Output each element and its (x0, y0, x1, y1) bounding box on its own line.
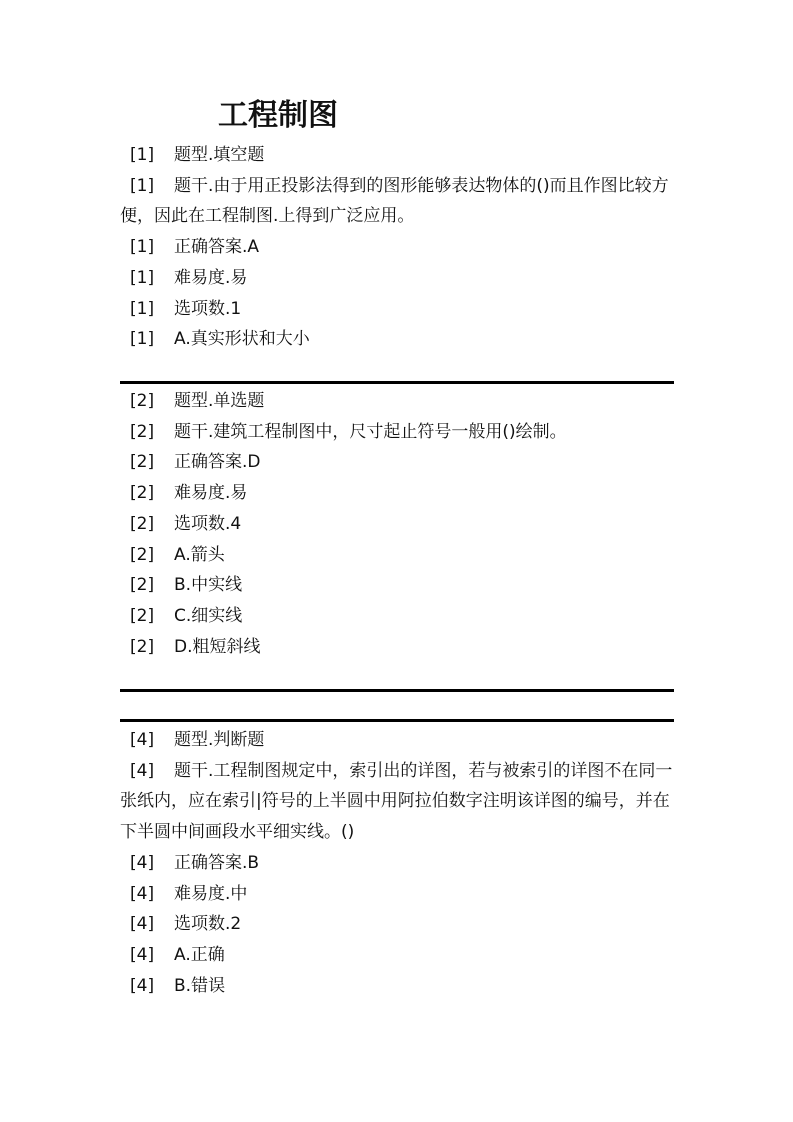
field-text: 选项数.4 (174, 513, 242, 534)
question-1 (120, 140, 675, 355)
question-field (120, 601, 675, 632)
question-number: [4] (130, 975, 155, 996)
question-field (120, 140, 675, 171)
question-field (120, 725, 675, 756)
field-text: 选项数.1 (174, 298, 242, 319)
question-number: [1] (130, 145, 155, 165)
field-text: 选项数.2 (174, 914, 242, 935)
question-field (120, 478, 675, 509)
divider-line (120, 719, 674, 722)
divider-line (120, 689, 674, 692)
field-text: 题型.判断题 (174, 730, 265, 750)
field-text: 题干.由于用正投影法得到的图形能够表达物体的()而且作图比较方便，因此在工程制图.上得到广泛应用。 (120, 175, 669, 227)
question-number: [2] (130, 391, 155, 411)
question-number: [1] (130, 267, 155, 288)
field-text: 难易度.中 (174, 883, 248, 904)
question-field (120, 509, 675, 540)
field-text: A.真实形状和大小 (174, 329, 310, 350)
document-title: 工程制图 (218, 98, 338, 133)
field-text: A.正确 (174, 944, 225, 965)
field-text: 题型.填空题 (174, 145, 265, 165)
field-text: 题干.建筑工程制图中，尺寸起止符号一般用()绘制。 (174, 421, 567, 442)
field-text: 题干.工程制图规定中，索引出的详图，若与被索引的详图不在同一张纸内，应在索引|符号的上半圆中用阿拉伯数字注明该详图的编号，并在下半圆中间画段水平细实线。() (120, 760, 673, 843)
question-field (120, 879, 675, 910)
field-text: A.箭头 (174, 544, 225, 565)
field-text: 正确答案.D (174, 452, 261, 473)
question-number: [1] (130, 237, 155, 258)
question-number: [2] (130, 421, 155, 442)
question-number: [2] (130, 636, 155, 657)
field-text: 难易度.易 (174, 483, 248, 504)
question-field (120, 848, 675, 879)
question-number: [4] (130, 730, 155, 750)
question-field (120, 971, 675, 1002)
question-field (120, 324, 675, 355)
question-field (120, 417, 675, 448)
question-number: [1] (130, 329, 155, 350)
question-number: [2] (130, 452, 155, 473)
question-number: [4] (130, 760, 155, 781)
question-number: [2] (130, 544, 155, 565)
question-number: [2] (130, 575, 155, 596)
question-field (120, 756, 675, 848)
question-number: [4] (130, 852, 155, 873)
question-number: [1] (130, 298, 155, 319)
field-text: 正确答案.B (174, 852, 260, 873)
question-number: [4] (130, 914, 155, 935)
question-field (120, 940, 675, 971)
question-field (120, 232, 675, 263)
field-text: D.粗短斜线 (174, 636, 261, 657)
question-number: [2] (130, 513, 155, 534)
field-text: 正确答案.A (174, 237, 260, 258)
question-field (120, 632, 675, 663)
question-field (120, 294, 675, 325)
question-field (120, 447, 675, 478)
question-number: [4] (130, 944, 155, 965)
field-text: 题型.单选题 (174, 391, 265, 411)
field-text: C.细实线 (174, 605, 243, 626)
question-number: [2] (130, 483, 155, 504)
field-text: B.中实线 (174, 575, 243, 596)
question-2 (120, 386, 675, 662)
question-field (120, 386, 675, 417)
question-field (120, 570, 675, 601)
field-text: 难易度.易 (174, 267, 248, 288)
question-field (120, 263, 675, 294)
question-number: [1] (130, 175, 155, 196)
question-field (120, 909, 675, 940)
field-text: B.错误 (174, 975, 226, 996)
divider-line (120, 381, 674, 384)
question-number: [4] (130, 883, 155, 904)
question-number: [2] (130, 605, 155, 626)
question-4 (120, 725, 675, 1001)
question-field (120, 540, 675, 571)
question-field (120, 171, 675, 232)
